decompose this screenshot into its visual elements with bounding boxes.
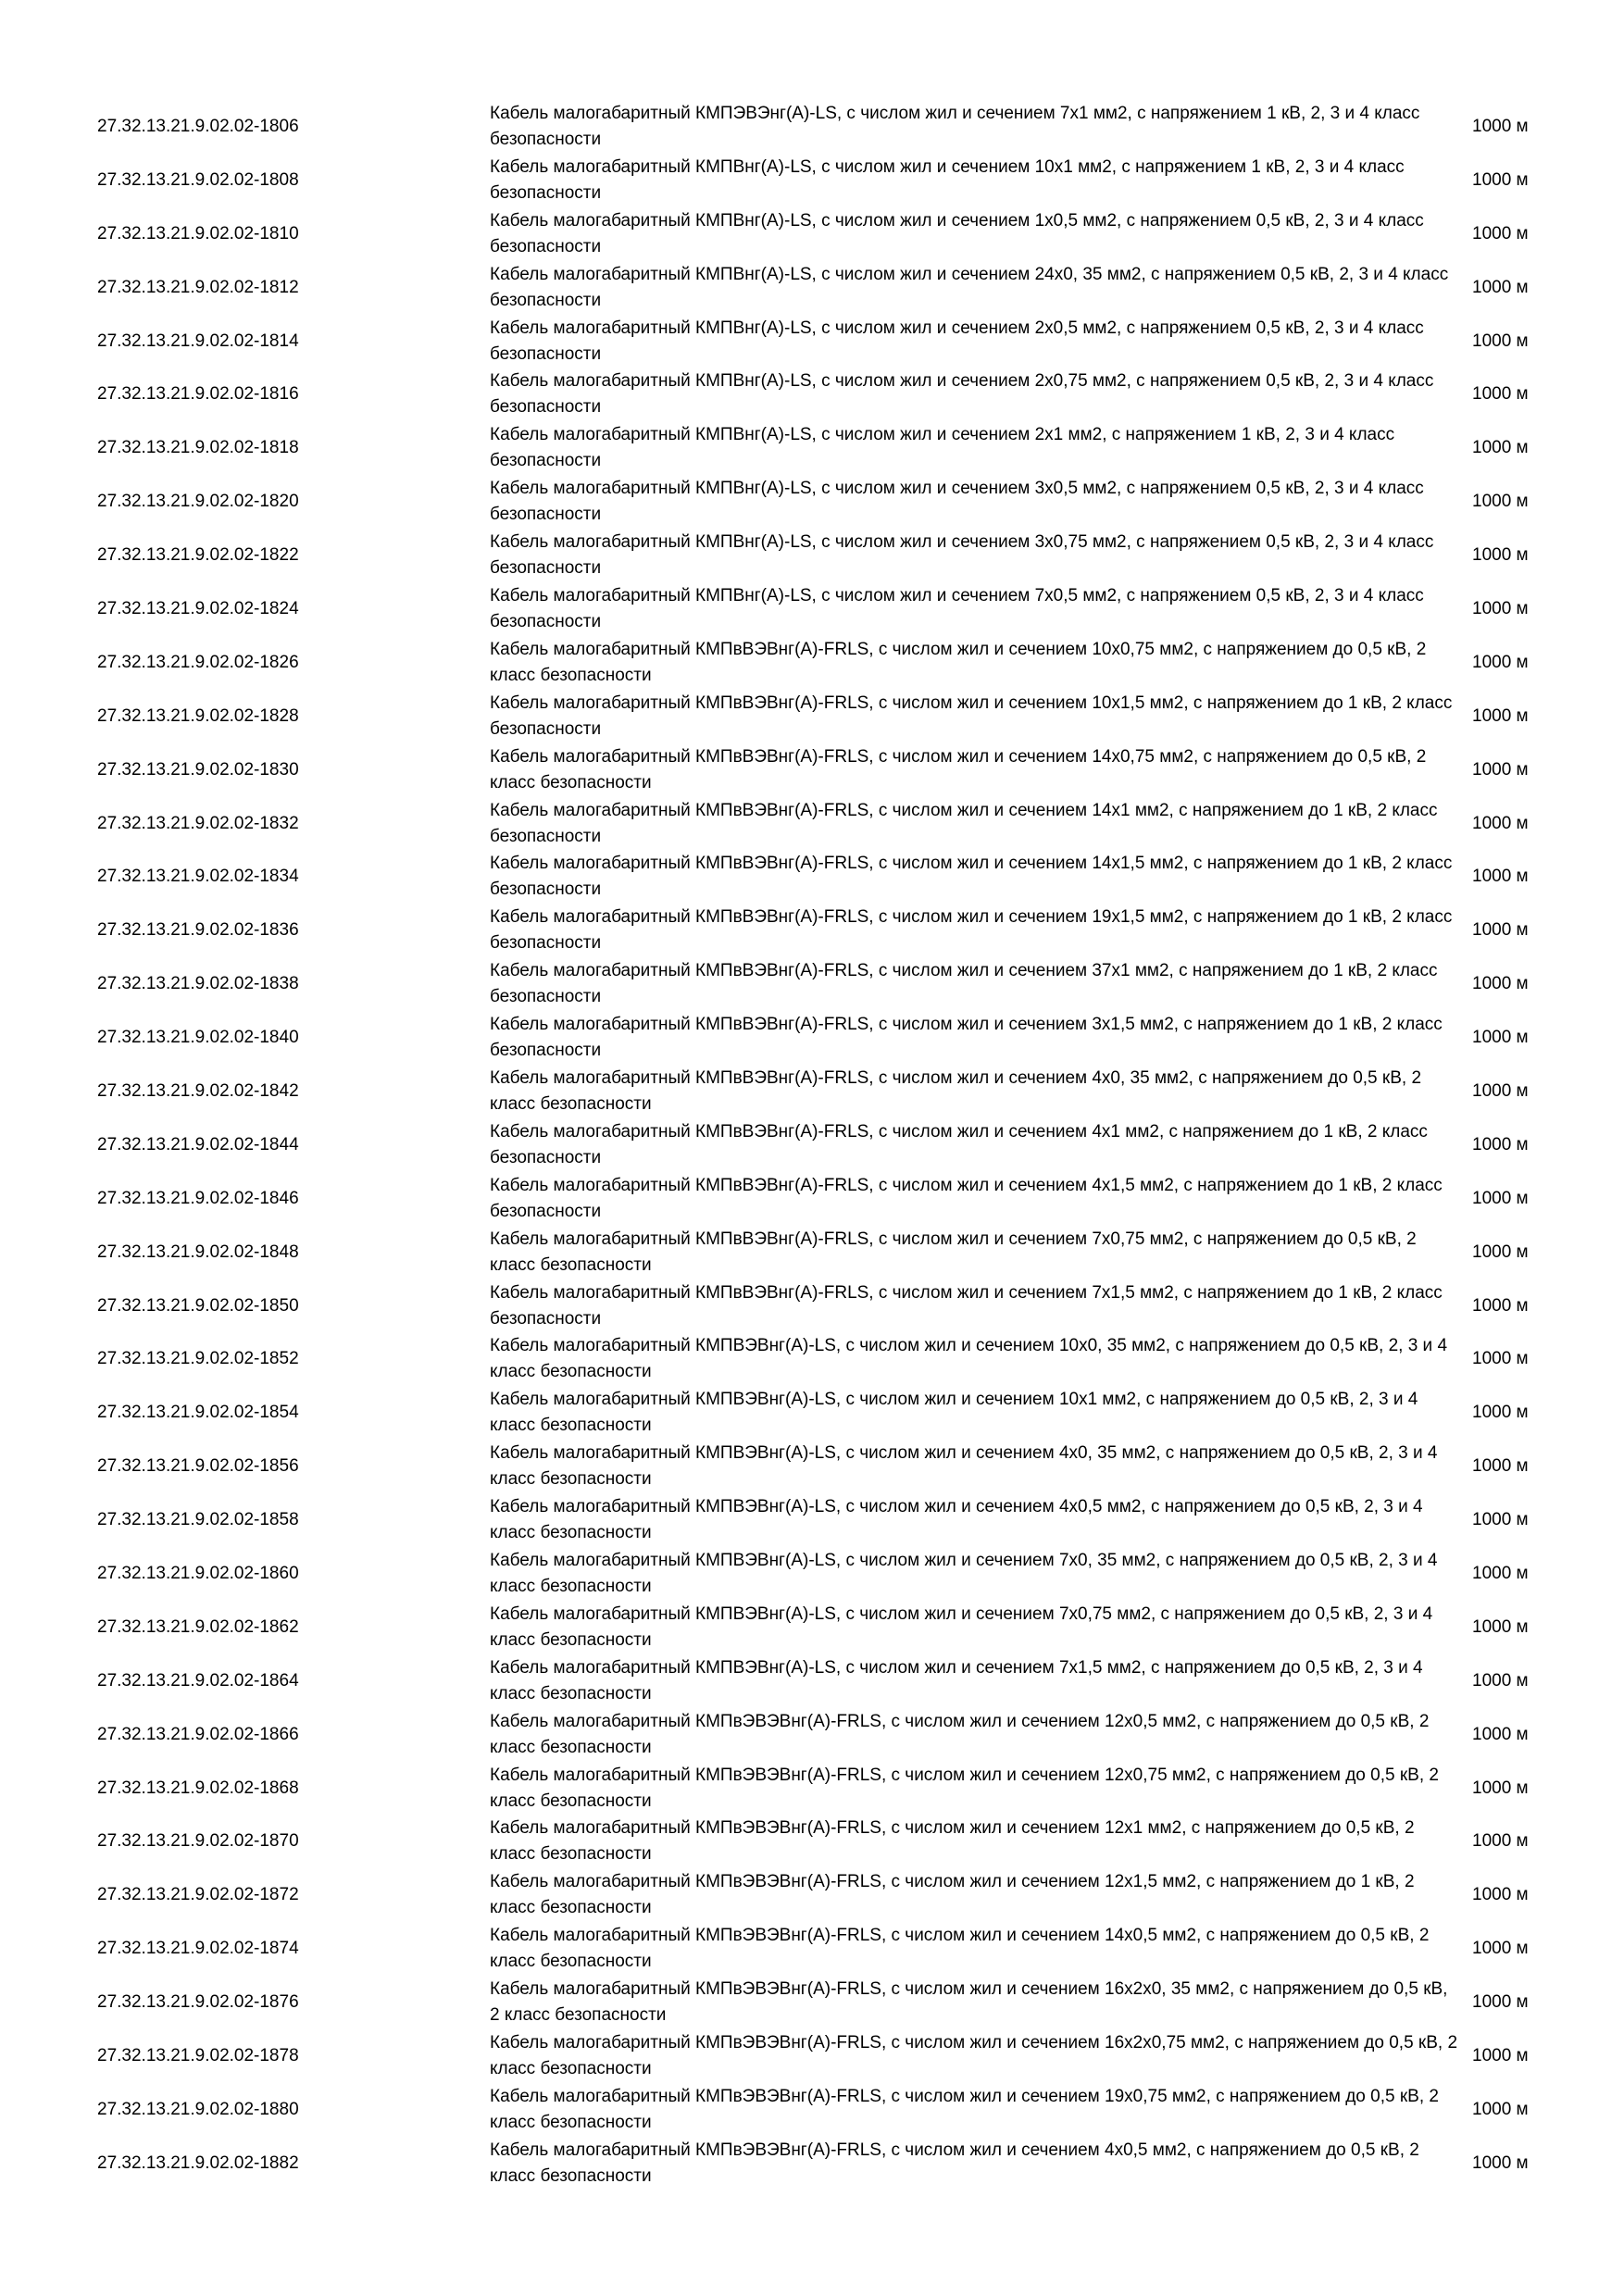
table-body	[97, 100, 1579, 2190]
item-description: Кабель малогабаритный КМПвВЭВнг(А)-FRLS, с числом жил и сечением 4х0, 35 мм2, с напряжением до 0,5 кВ, 2 класс безопасности	[490, 1067, 1422, 1114]
item-code: 27.32.13.21.9.02.02-1864	[97, 1670, 299, 1691]
item-description: Кабель малогабаритный КМПВЭВнг(А)-LS, с числом жил и сечением 10х1 мм2, с напряжением до 0,5 кВ, 2, 3 и 4 класс безопасности	[490, 1390, 1418, 1436]
item-unit: 1000 м	[1472, 759, 1529, 780]
item-unit: 1000 м	[1472, 223, 1529, 243]
table-row	[97, 1547, 1579, 1601]
item-unit: 1000 м	[1472, 384, 1529, 405]
table-row	[97, 904, 1579, 957]
item-unit: 1000 м	[1472, 2099, 1529, 2119]
table-row	[97, 1279, 1579, 1333]
item-unit: 1000 м	[1472, 492, 1529, 512]
table-row	[97, 2083, 1579, 2137]
item-description: Кабель малогабаритный КМПВнг(А)-LS, с числом жил и сечением 3х0,5 мм2, с напряжением 0,5 кВ, 2, 3 и 4 класс безопасности	[490, 479, 1424, 525]
item-unit: 1000 м	[1472, 1885, 1529, 1905]
table-row	[97, 315, 1579, 368]
item-code: 27.32.13.21.9.02.02-1808	[97, 169, 299, 190]
price-table	[97, 100, 1579, 2190]
table-row	[97, 261, 1579, 315]
item-code: 27.32.13.21.9.02.02-1866	[97, 1724, 299, 1744]
item-unit: 1000 м	[1472, 1724, 1529, 1744]
item-code: 27.32.13.21.9.02.02-1848	[97, 1242, 299, 1262]
table-row	[97, 1868, 1579, 1922]
item-unit: 1000 м	[1472, 1028, 1529, 1048]
item-code: 27.32.13.21.9.02.02-1844	[97, 1134, 299, 1154]
table-row	[97, 1118, 1579, 1172]
item-description: Кабель малогабаритный КМПвВЭВнг(А)-FRLS, с числом жил и сечением 10х1,5 мм2, с напряжением до 1 кВ, 2 класс безопасности	[490, 693, 1453, 739]
item-description: Кабель малогабаритный КМПвВЭВнг(А)-FRLS, с числом жил и сечением 14х1 мм2, с напряжением до 1 кВ, 2 класс безопасности	[490, 800, 1438, 846]
item-description: Кабель малогабаритный КМПвЭВЭВнг(А)-FRLS, с числом жил и сечением 16х2х0, 35 мм2, с напряжением до 0,5 кВ, 2 класс безопасности	[490, 1979, 1448, 2026]
item-description: Кабель малогабаритный КМПВнг(А)-LS, с числом жил и сечением 2х1 мм2, с напряжением 1 кВ, 2, 3 и 4 класс безопасности	[490, 425, 1395, 471]
item-description: Кабель малогабаритный КМПвВЭВнг(А)-FRLS, с числом жил и сечением 4х1,5 мм2, с напряжением до 1 кВ, 2 класс безопасности	[490, 1175, 1443, 1221]
item-code: 27.32.13.21.9.02.02-1814	[97, 331, 299, 351]
item-unit: 1000 м	[1472, 1080, 1529, 1101]
table-row	[97, 582, 1579, 636]
item-unit: 1000 м	[1472, 331, 1529, 351]
table-row	[97, 1976, 1579, 2029]
table-row	[97, 1386, 1579, 1440]
item-code: 27.32.13.21.9.02.02-1878	[97, 2046, 299, 2065]
item-code: 27.32.13.21.9.02.02-1854	[97, 1403, 299, 1423]
table-row	[97, 1172, 1579, 1226]
item-code: 27.32.13.21.9.02.02-1846	[97, 1188, 299, 1208]
table-row	[97, 421, 1579, 475]
item-description: Кабель малогабаритный КМПвВЭВнг(А)-FRLS, с числом жил и сечением 10х0,75 мм2, с напряжением до 0,5 кВ, 2 класс безопасности	[490, 639, 1427, 685]
item-description: Кабель малогабаритный КМПвЭВЭВнг(А)-FRLS, с числом жил и сечением 12х1 мм2, с напряжением до 0,5 кВ, 2 класс безопасности	[490, 1818, 1415, 1865]
item-code: 27.32.13.21.9.02.02-1874	[97, 1939, 299, 1959]
item-code: 27.32.13.21.9.02.02-1834	[97, 867, 299, 887]
item-unit: 1000 м	[1472, 2046, 1529, 2065]
item-code: 27.32.13.21.9.02.02-1856	[97, 1456, 299, 1477]
table-row	[97, 743, 1579, 797]
table-row	[97, 529, 1579, 582]
table-row	[97, 2137, 1579, 2190]
item-code: 27.32.13.21.9.02.02-1818	[97, 438, 299, 458]
item-unit: 1000 м	[1472, 813, 1529, 833]
item-unit: 1000 м	[1472, 974, 1529, 994]
table-row	[97, 1762, 1579, 1816]
item-unit: 1000 м	[1472, 652, 1529, 672]
table-row	[97, 1654, 1579, 1708]
item-unit: 1000 м	[1472, 705, 1529, 726]
item-description: Кабель малогабаритный КМПвВЭВнг(А)-FRLS, с числом жил и сечением 19х1,5 мм2, с напряжением до 1 кВ, 2 класс безопасности	[490, 907, 1453, 954]
item-code: 27.32.13.21.9.02.02-1876	[97, 1992, 299, 2013]
item-unit: 1000 м	[1472, 277, 1529, 297]
item-unit: 1000 м	[1472, 1939, 1529, 1959]
item-description: Кабель малогабаритный КМПвВЭВнг(А)-FRLS, с числом жил и сечением 7х1,5 мм2, с напряжением до 1 кВ, 2 класс безопасности	[490, 1282, 1443, 1329]
item-code: 27.32.13.21.9.02.02-1816	[97, 384, 299, 405]
table-row	[97, 154, 1579, 207]
item-description: Кабель малогабаритный КМПВнг(А)-LS, с числом жил и сечением 24х0, 35 мм2, с напряжением 0,5 кВ, 2, 3 и 4 класс безопасности	[490, 264, 1449, 310]
item-code: 27.32.13.21.9.02.02-1836	[97, 920, 299, 941]
item-code: 27.32.13.21.9.02.02-1862	[97, 1616, 299, 1637]
table-row	[97, 957, 1579, 1011]
table-row	[97, 1922, 1579, 1976]
table-row	[97, 850, 1579, 904]
table-row	[97, 1065, 1579, 1118]
item-code: 27.32.13.21.9.02.02-1832	[97, 813, 299, 833]
item-description: Кабель малогабаритный КМПвЭВЭВнг(А)-FRLS, с числом жил и сечением 4х0,5 мм2, с напряжением до 0,5 кВ, 2 класс безопасности	[490, 2140, 1419, 2186]
item-description: Кабель малогабаритный КМПвЭВЭВнг(А)-FRLS, с числом жил и сечением 14х0,5 мм2, с напряжением до 0,5 кВ, 2 класс безопасности	[490, 1926, 1430, 1972]
table-row	[97, 636, 1579, 690]
item-description: Кабель малогабаритный КМПВнг(А)-LS, с числом жил и сечением 2х0,5 мм2, с напряжением 0,5 кВ, 2, 3 и 4 класс безопасности	[490, 318, 1424, 364]
item-code: 27.32.13.21.9.02.02-1826	[97, 652, 299, 672]
table-row	[97, 1708, 1579, 1762]
item-unit: 1000 м	[1472, 1403, 1529, 1423]
table-row	[97, 1332, 1579, 1386]
item-description: Кабель малогабаритный КМПвЭВЭВнг(А)-FRLS, с числом жил и сечением 12х0,5 мм2, с напряжением до 0,5 кВ, 2 класс безопасности	[490, 1711, 1430, 1757]
item-description: Кабель малогабаритный КМПвВЭВнг(А)-FRLS, с числом жил и сечением 14х1,5 мм2, с напряжением до 1 кВ, 2 класс безопасности	[490, 854, 1453, 900]
item-unit: 1000 м	[1472, 598, 1529, 618]
table-row	[97, 100, 1579, 154]
item-unit: 1000 м	[1472, 1563, 1529, 1583]
item-unit: 1000 м	[1472, 438, 1529, 458]
item-description: Кабель малогабаритный КМПВнг(А)-LS, с числом жил и сечением 1х0,5 мм2, с напряжением 0,5 кВ, 2, 3 и 4 класс безопасности	[490, 210, 1424, 256]
item-code: 27.32.13.21.9.02.02-1860	[97, 1563, 299, 1583]
item-code: 27.32.13.21.9.02.02-1822	[97, 545, 299, 566]
item-unit: 1000 м	[1472, 1831, 1529, 1852]
item-description: Кабель малогабаритный КМПвВЭВнг(А)-FRLS, с числом жил и сечением 3х1,5 мм2, с напряжением до 1 кВ, 2 класс безопасности	[490, 1015, 1443, 1061]
table-row	[97, 368, 1579, 421]
item-unit: 1000 м	[1472, 1778, 1529, 1798]
item-unit: 1000 м	[1472, 545, 1529, 566]
item-description: Кабель малогабаритный КМПвВЭВнг(А)-FRLS, с числом жил и сечением 7х0,75 мм2, с напряжением до 0,5 кВ, 2 класс безопасности	[490, 1229, 1417, 1275]
item-unit: 1000 м	[1472, 1616, 1529, 1637]
item-description: Кабель малогабаритный КМПВнг(А)-LS, с числом жил и сечением 7х0,5 мм2, с напряжением 0,5 кВ, 2, 3 и 4 класс безопасности	[490, 585, 1424, 631]
item-code: 27.32.13.21.9.02.02-1824	[97, 598, 299, 618]
item-unit: 1000 м	[1472, 1992, 1529, 2013]
item-description: Кабель малогабаритный КМПВЭВнг(А)-LS, с числом жил и сечением 7х0,75 мм2, с напряжением до 0,5 кВ, 2, 3 и 4 класс безопасности	[490, 1603, 1433, 1650]
item-description: Кабель малогабаритный КМПвЭВЭВнг(А)-FRLS, с числом жил и сечением 12х0,75 мм2, с напряжением до 0,5 кВ, 2 класс безопасности	[490, 1765, 1439, 1811]
item-code: 27.32.13.21.9.02.02-1872	[97, 1885, 299, 1905]
table-row	[97, 690, 1579, 743]
item-code: 27.32.13.21.9.02.02-1838	[97, 974, 299, 994]
item-unit: 1000 м	[1472, 867, 1529, 887]
item-code: 27.32.13.21.9.02.02-1820	[97, 492, 299, 512]
table-row	[97, 207, 1579, 261]
table-row	[97, 1011, 1579, 1065]
table-row	[97, 475, 1579, 529]
table-row	[97, 1493, 1579, 1547]
item-code: 27.32.13.21.9.02.02-1868	[97, 1778, 299, 1798]
item-unit: 1000 м	[1472, 1134, 1529, 1154]
item-code: 27.32.13.21.9.02.02-1828	[97, 705, 299, 726]
item-description: Кабель малогабаритный КМПвВЭВнг(А)-FRLS, с числом жил и сечением 14х0,75 мм2, с напряжением до 0,5 кВ, 2 класс безопасности	[490, 746, 1427, 792]
item-unit: 1000 м	[1472, 1456, 1529, 1477]
table-row	[97, 2029, 1579, 2083]
item-description: Кабель малогабаритный КМПВнг(А)-LS, с числом жил и сечением 2х0,75 мм2, с напряжением 0,5 кВ, 2, 3 и 4 класс безопасности	[490, 371, 1434, 418]
item-unit: 1000 м	[1472, 1670, 1529, 1691]
item-unit: 1000 м	[1472, 1188, 1529, 1208]
table-row	[97, 797, 1579, 851]
item-description: Кабель малогабаритный КМПвЭВЭВнг(А)-FRLS, с числом жил и сечением 19х0,75 мм2, с напряжением до 0,5 кВ, 2 класс безопасности	[490, 2086, 1439, 2132]
item-description: Кабель малогабаритный КМПВнг(А)-LS, с числом жил и сечением 3х0,75 мм2, с напряжением 0,5 кВ, 2, 3 и 4 класс безопасности	[490, 532, 1434, 579]
table-row	[97, 1816, 1579, 1869]
item-unit: 1000 м	[1472, 169, 1529, 190]
item-code: 27.32.13.21.9.02.02-1840	[97, 1028, 299, 1048]
item-code: 27.32.13.21.9.02.02-1852	[97, 1349, 299, 1369]
item-description: Кабель малогабаритный КМПвВЭВнг(А)-FRLS, с числом жил и сечением 4х1 мм2, с напряжением до 1 кВ, 2 класс безопасности	[490, 1121, 1428, 1167]
item-code: 27.32.13.21.9.02.02-1850	[97, 1295, 299, 1316]
table-row	[97, 1601, 1579, 1654]
item-description: Кабель малогабаритный КМПВЭВнг(А)-LS, с числом жил и сечением 10х0, 35 мм2, с напряжением до 0,5 кВ, 2, 3 и 4 класс безопасности	[490, 1336, 1448, 1382]
item-description: Кабель малогабаритный КМПВЭВнг(А)-LS, с числом жил и сечением 7х0, 35 мм2, с напряжением до 0,5 кВ, 2, 3 и 4 класс безопасности	[490, 1550, 1438, 1596]
item-unit: 1000 м	[1472, 116, 1529, 136]
item-unit: 1000 м	[1472, 1242, 1529, 1262]
item-code: 27.32.13.21.9.02.02-1812	[97, 277, 299, 297]
item-code: 27.32.13.21.9.02.02-1882	[97, 2152, 299, 2173]
item-code: 27.32.13.21.9.02.02-1806	[97, 116, 299, 136]
item-unit: 1000 м	[1472, 920, 1529, 941]
item-description: Кабель малогабаритный КМПВЭВнг(А)-LS, с числом жил и сечением 4х0,5 мм2, с напряжением до 0,5 кВ, 2, 3 и 4 класс безопасности	[490, 1497, 1423, 1543]
item-unit: 1000 м	[1472, 1349, 1529, 1369]
item-description: Кабель малогабаритный КМПвЭВЭВнг(А)-FRLS, с числом жил и сечением 12х1,5 мм2, с напряжением до 1 кВ, 2 класс безопасности	[490, 1872, 1415, 1918]
item-description: Кабель малогабаритный КМПвВЭВнг(А)-FRLS, с числом жил и сечением 37х1 мм2, с напряжением до 1 кВ, 2 класс безопасности	[490, 961, 1438, 1007]
item-description: Кабель малогабаритный КМПВЭВнг(А)-LS, с числом жил и сечением 7х1,5 мм2, с напряжением до 0,5 кВ, 2, 3 и 4 класс безопасности	[490, 1657, 1423, 1703]
item-description: Кабель малогабаритный КМПвЭВЭВнг(А)-FRLS, с числом жил и сечением 16х2х0,75 мм2, с напряжением до 0,5 кВ, 2 класс безопасности	[490, 2033, 1458, 2078]
item-code: 27.32.13.21.9.02.02-1810	[97, 223, 299, 243]
item-code: 27.32.13.21.9.02.02-1842	[97, 1080, 299, 1101]
item-description: Кабель малогабаритный КМПЭВЭнг(А)-LS, с числом жил и сечением 7х1 мм2, с напряжением 1 кВ, 2, 3 и 4 класс безопасности	[490, 103, 1420, 149]
item-unit: 1000 м	[1472, 2152, 1529, 2173]
item-code: 27.32.13.21.9.02.02-1870	[97, 1831, 299, 1852]
item-code: 27.32.13.21.9.02.02-1880	[97, 2099, 299, 2119]
table-row	[97, 1226, 1579, 1279]
item-unit: 1000 м	[1472, 1510, 1529, 1530]
item-description: Кабель малогабаритный КМПВнг(А)-LS, с числом жил и сечением 10х1 мм2, с напряжением 1 кВ, 2, 3 и 4 класс безопасности	[490, 156, 1405, 203]
item-code: 27.32.13.21.9.02.02-1858	[97, 1510, 299, 1530]
item-code: 27.32.13.21.9.02.02-1830	[97, 759, 299, 780]
item-unit: 1000 м	[1472, 1295, 1529, 1316]
item-description: Кабель малогабаритный КМПВЭВнг(А)-LS, с числом жил и сечением 4х0, 35 мм2, с напряжением до 0,5 кВ, 2, 3 и 4 класс безопасности	[490, 1443, 1438, 1490]
table-row	[97, 1440, 1579, 1493]
